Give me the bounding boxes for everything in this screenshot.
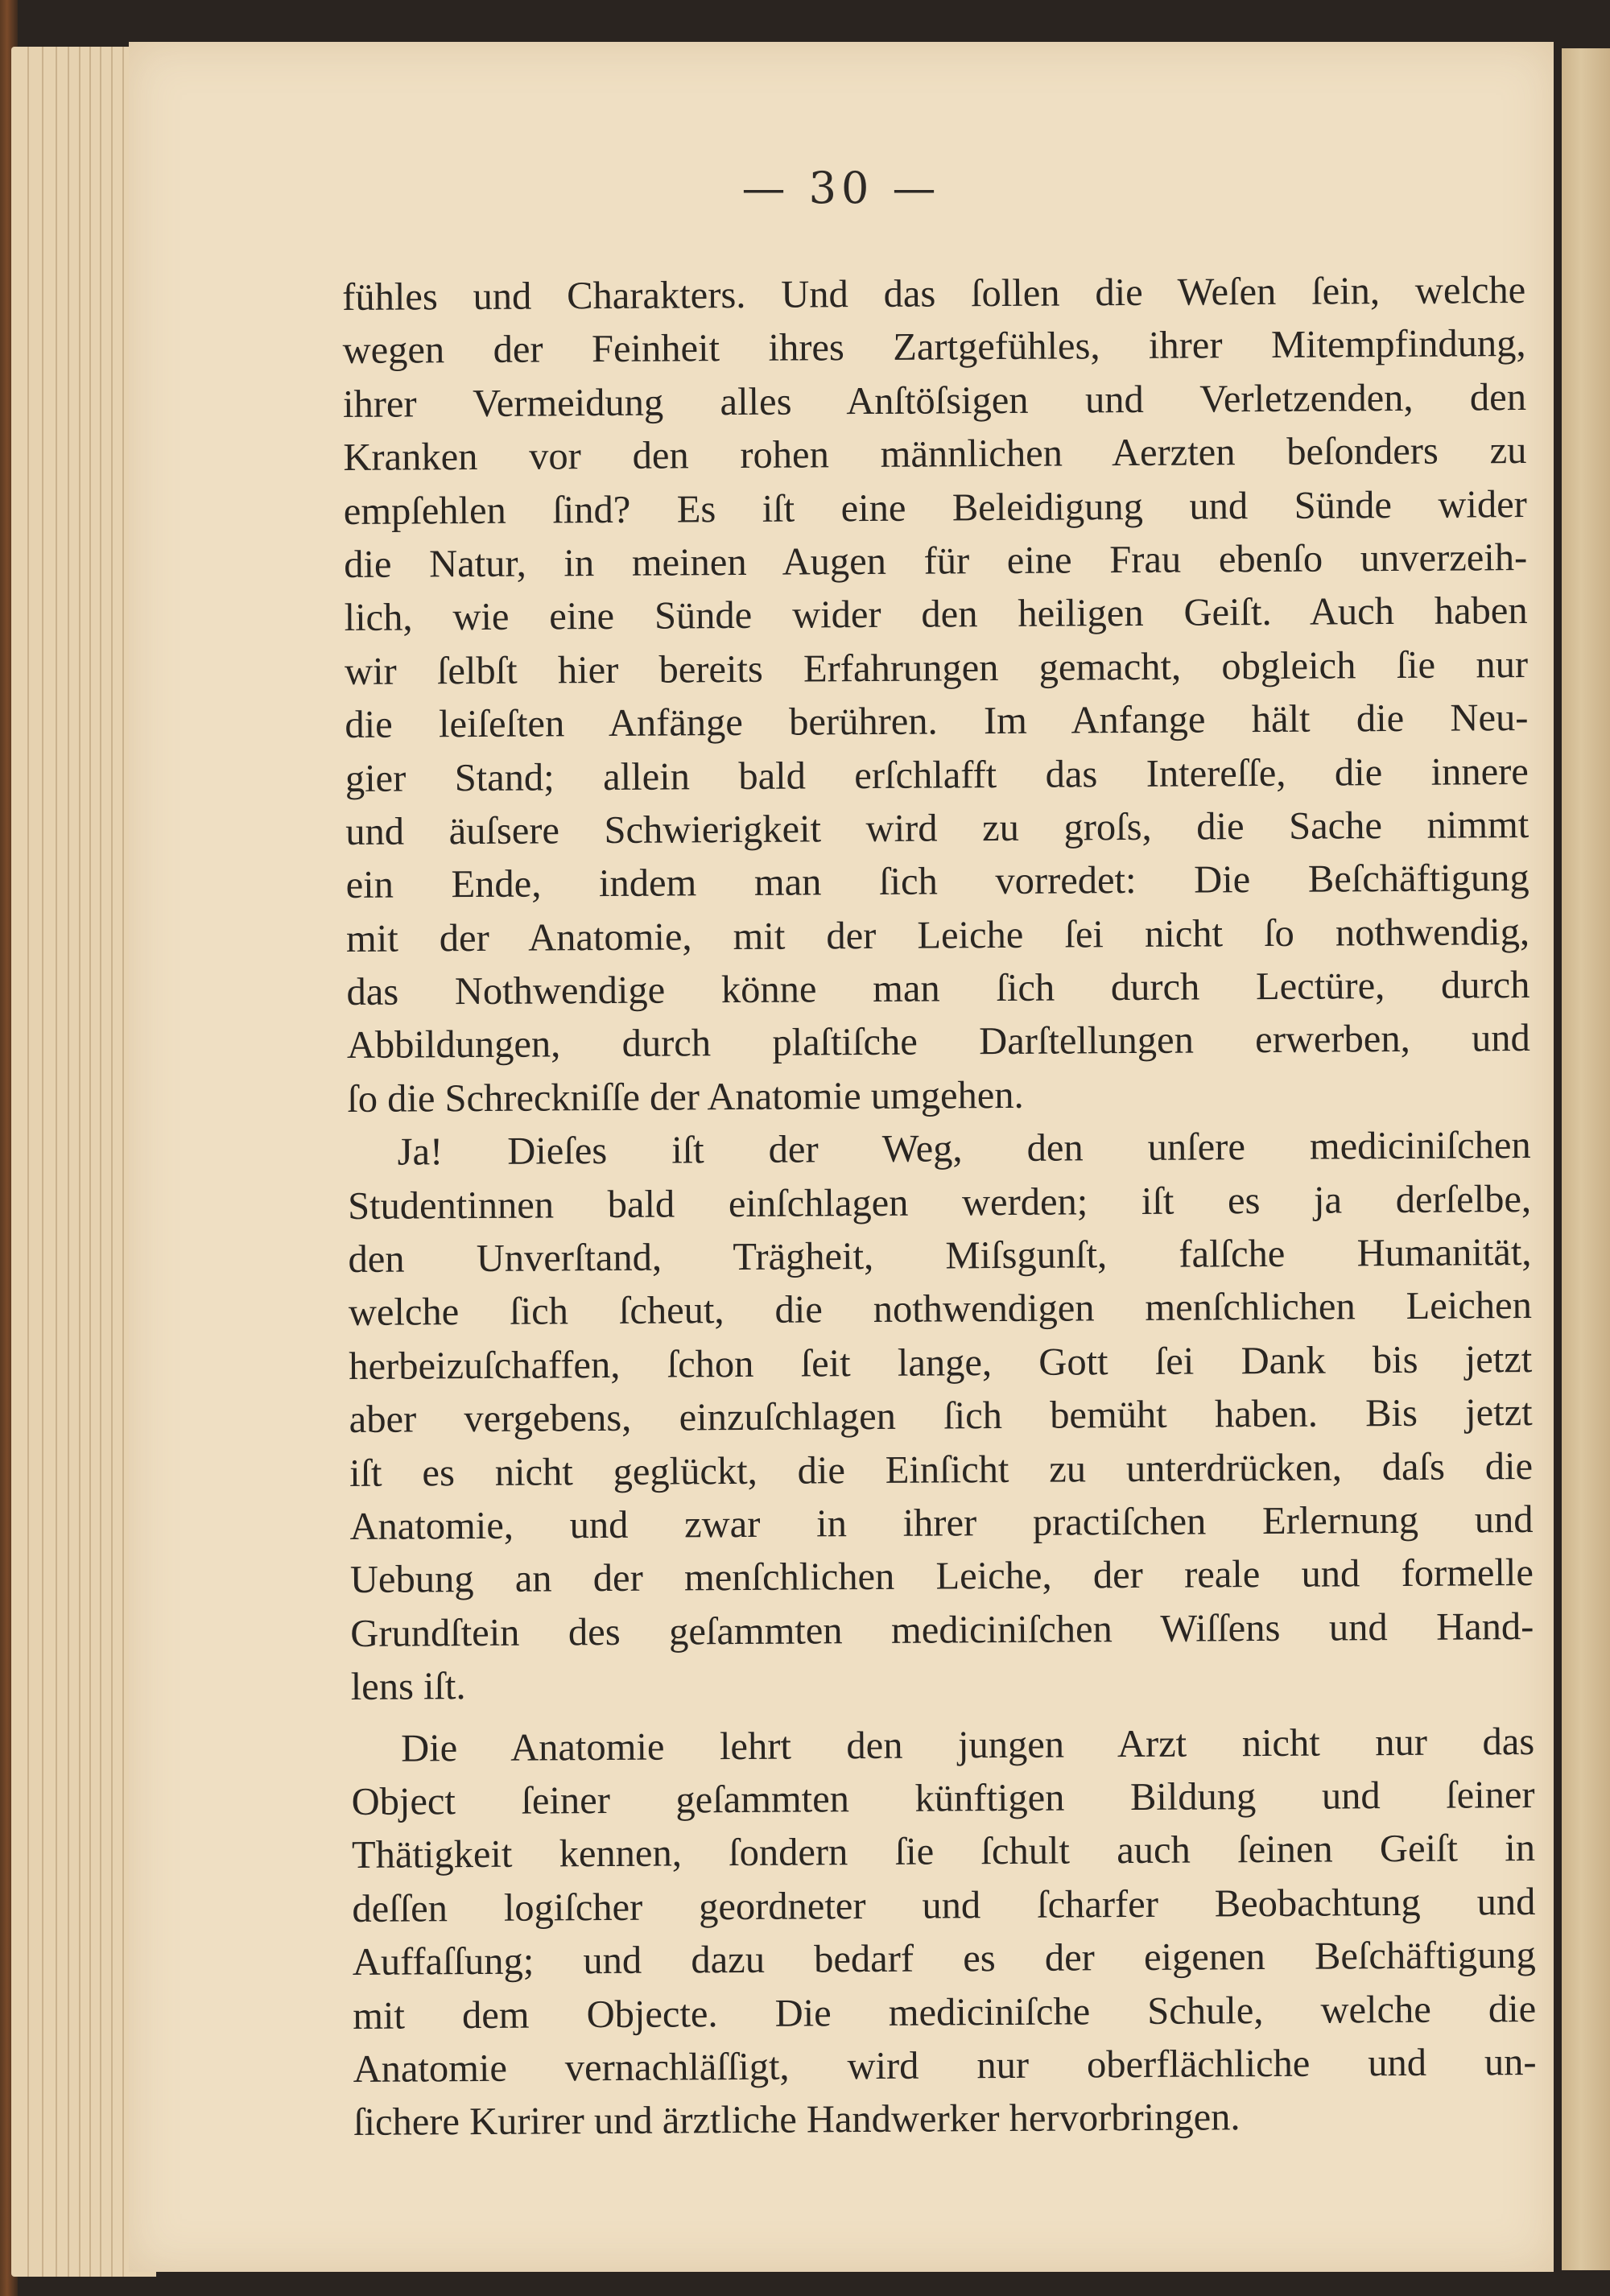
text-line: Ja! Dieſes iſt der Weg, den unſere mediciniſchen	[397, 1124, 1531, 1174]
text-line: das Nothwendige könne man ſich durch Lectüre, durch	[346, 964, 1530, 1014]
text-line: Uebung an der menſchlichen Leiche, der reale und formelle	[349, 1551, 1534, 1602]
text-line: Abbildungen, durch plaſtiſche Darſtellungen erwerben, und	[346, 1017, 1531, 1067]
text-line: den Unverſtand, Trägheit, Miſsgunſt, falſche Humanität,	[348, 1231, 1532, 1282]
text-line: Auffaſſung; und dazu bedarf es der eigenen Beſchäftigung	[352, 1934, 1536, 1984]
next-page-edge	[1562, 48, 1610, 2270]
text-line: die leiſeſten Anfänge berühren. Im Anfange hält die Neu-	[345, 696, 1529, 747]
text-line: ein Ende, indem man ſich vorredet: Die Beſchäftigung	[345, 857, 1530, 907]
text-line: aber vergebens, einzuſchlagen ſich bemüht haben. Bis jetzt	[349, 1391, 1533, 1442]
text-line: gier Stand; allein bald erſchlafft das Intereſſe, die innere	[345, 750, 1529, 800]
text-line: und äuſsere Schwierigkeit wird zu groſs, die Sache nimmt	[345, 803, 1530, 853]
text-line: wegen der Feinheit ihres Zartgefühles, ihrer Mitempfindung,	[342, 322, 1526, 373]
text-line: wir ſelbſt hier bereits Erfahrungen gemacht, obgleich ſie nur	[344, 642, 1529, 693]
text-line: lens iſt.	[350, 1665, 466, 1709]
text-line: empſehlen ſind? Es iſt eine Beleidigung und Sünde wider	[343, 482, 1527, 533]
text-line: iſt es nicht geglückt, die Einſicht zu unterdrücken, daſs die	[349, 1444, 1534, 1495]
text-line: ihrer Vermeidung alles Anſtöſsigen und Verletzenden, den	[342, 375, 1527, 426]
text-line: Anatomie, und zwar in ihrer practiſchen Erlernung und	[349, 1497, 1534, 1548]
text-line: mit der Anatomie, mit der Leiche ſei nicht ſo nothwendig,	[345, 910, 1530, 960]
text-line: deſſen logiſcher geordneter und ſcharfer Beobachtung und	[352, 1880, 1536, 1931]
text-line: welche ſich ſcheut, die nothwendigen menſchlichen Leichen	[348, 1284, 1533, 1335]
text-line: herbeizuſchaffen, ſchon ſeit lange, Gott ſei Dank bis jetzt	[349, 1337, 1533, 1388]
text-line: Grundſtein des geſammten mediciniſchen Wiſſens und Hand-	[350, 1604, 1534, 1655]
text-line: fühles und Charakters. Und das ſollen die Weſen ſein, welche	[342, 269, 1526, 319]
text-line: mit dem Objecte. Die mediciniſche Schule, welche die	[353, 1987, 1537, 2038]
page-number: — 30 —	[741, 163, 941, 213]
text-line: ſichere Kurirer und ärztliche Handwerker hervorbringen.	[353, 2096, 1241, 2145]
text-line: lich, wie eine Sünde wider den heiligen Geiſt. Auch haben	[344, 589, 1528, 640]
book-page	[129, 42, 1554, 2272]
text-line: Object ſeiner geſammten künftigen Bildung und ſeiner	[351, 1773, 1535, 1823]
text-line: Studentinnen bald einſchlagen werden; iſt es ja derſelbe,	[347, 1177, 1532, 1228]
text-line: ſo die Schreckniſſe der Anatomie umgehen.	[347, 1073, 1024, 1121]
text-line: Die Anatomie lehrt den jungen Arzt nicht nur das	[401, 1720, 1535, 1770]
text-line: Thätigkeit kennen, ſondern ſie ſchult auch ſeinen Geiſt in	[351, 1827, 1536, 1877]
text-line: die Natur, in meinen Augen für eine Frau ebenſo unverzeih-	[344, 535, 1528, 586]
body-text	[342, 264, 1537, 2150]
text-line: Kranken vor den rohen männlichen Aerzten beſonders zu	[343, 429, 1527, 480]
text-line: Anatomie vernachläſſigt, wird nur oberflächliche und un-	[353, 2040, 1537, 2091]
